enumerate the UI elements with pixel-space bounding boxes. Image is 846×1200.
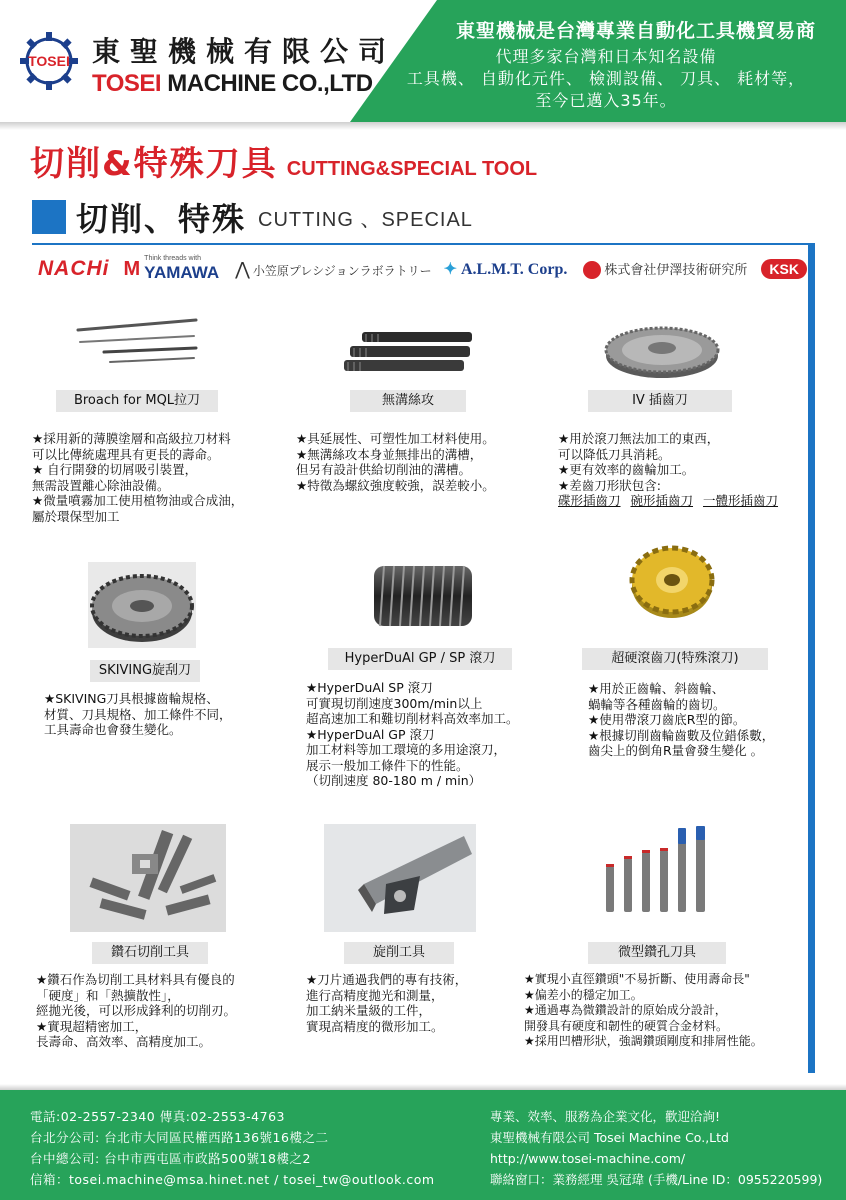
- desc-line: ★HyperDuAl SP 滾刀: [306, 680, 433, 695]
- tagline-line-4: 至今已邁入35年。: [535, 91, 677, 110]
- yamawa-name: YAMAWA: [144, 263, 220, 282]
- product-desc-broach: [32, 431, 243, 524]
- desc-line: 加工納米量級的工件，: [306, 1003, 432, 1018]
- brand-nachi: NACHi: [38, 257, 110, 280]
- shaper-type-links: [558, 493, 778, 509]
- desc-line: 展示一般加工條件下的性能。: [306, 757, 469, 773]
- yamawa-text-wrap: [144, 255, 219, 283]
- desc-line: ★差齒刀形狀包含:: [558, 477, 661, 493]
- section-square-icon: [32, 200, 66, 234]
- desc-line: 開發具有硬度和韌性的硬質合金材料。: [524, 1018, 729, 1033]
- desc-line: 工具壽命也會發生變化。: [44, 722, 182, 737]
- desc-line: 無需設置離心除油設備。: [32, 477, 170, 493]
- link-disc-shaper[interactable]: 碟形插齒刀: [558, 493, 621, 508]
- footer-phone: 電話:02-2557-2340 傳真:02-2553-4763: [30, 1109, 285, 1124]
- diamond-tool-image: [70, 824, 226, 932]
- footer-taichung-address: 台中總公司: 台中市西屯區市政路500號18樓之2: [30, 1151, 311, 1166]
- yamawa-mark-icon: M: [123, 257, 141, 280]
- carbide-hob-image: [624, 540, 720, 622]
- footer-taipei-address: 台北分公司: 台北市大同區民權西路136號16樓之二: [30, 1130, 329, 1145]
- company-name-en-rest: MACHINE CO.,LTD: [161, 70, 373, 97]
- footer-contact-person: 聯絡窗口：業務經理 吳冠瑋 (手機/Line ID：0955220599): [490, 1172, 823, 1187]
- brand-almt: [444, 259, 568, 279]
- desc-line: ★採用新的薄膜塗層和高級拉刀材料: [32, 431, 231, 446]
- skiving-image: [88, 562, 196, 648]
- company-name-cn: 東聖機械有限公司: [92, 35, 397, 68]
- desc-line: 蝸輪等各種齒輪的齒切。: [588, 696, 726, 712]
- brand-logos: [38, 252, 808, 286]
- product-desc-skiving: [44, 691, 232, 738]
- desc-line: 「硬度」和「熱擴散性」，: [36, 987, 180, 1003]
- desc-line: 材質、刀具規格、加工條件不同，: [44, 706, 232, 722]
- desc-line: ★實現超精密加工，: [36, 1018, 148, 1034]
- desc-line: ★SKIVING刀具根據齒輪規格、: [44, 691, 219, 706]
- desc-line: 可以降低刀具消耗。: [558, 446, 671, 462]
- broach-image: [74, 318, 204, 368]
- tagline-line-2: 代理多家台灣和日本知名設備: [495, 47, 717, 66]
- yamawa-tagline: Think threads with: [144, 255, 201, 262]
- izawa-name: 株式會社伊澤技術研究所: [604, 261, 748, 277]
- desc-line: ★偏差小的穩定加工。: [524, 987, 643, 1002]
- desc-line: 但另有設計供給切削油的溝槽。: [296, 462, 472, 477]
- desc-line: ★根據切削齒輪齒數及位錯係數，: [588, 727, 775, 743]
- footer-email[interactable]: 信箱：tosei.machine@msa.hinet.net / tosei_tw@outlook.com: [30, 1172, 435, 1187]
- brand-ksk: KSK: [761, 259, 807, 279]
- izawa-mark-icon: [583, 261, 601, 279]
- link-bowl-shaper[interactable]: 碗形插齒刀: [630, 493, 694, 508]
- desc-line: （切削速度 80-180 m / min）: [306, 773, 482, 788]
- desc-line: 實現高精度的微形加工。: [306, 1018, 444, 1034]
- company-name-en: [92, 70, 373, 98]
- desc-line: 齒尖上的倒角R量會發生變化 。: [588, 743, 764, 758]
- almt-name: A.L.M.T. Corp.: [460, 261, 568, 278]
- product-desc-carbide-hob: [588, 681, 774, 759]
- desc-line: ★通過專為微鑽設計的原始成分設計，: [524, 1003, 727, 1017]
- product-desc-diamond: [36, 972, 236, 1050]
- brand-izawa: [583, 259, 747, 280]
- product-label-tap: 無溝絲攻: [350, 390, 466, 412]
- almt-mark-icon: ✦: [443, 261, 457, 278]
- product-desc-tap: [296, 431, 495, 493]
- tap-image: [342, 326, 478, 376]
- product-desc-turning: [306, 972, 467, 1034]
- product-label-turning: 旋削工具: [344, 942, 454, 964]
- product-label-broach: Broach for MQL拉刀: [56, 390, 218, 412]
- tosei-logo: [18, 30, 80, 92]
- desc-line: ★採用凹槽形狀，強調鑽頭剛度和排屑性能。: [524, 1034, 763, 1048]
- desc-line: ★使用帶滾刀齒底R型的節。: [588, 712, 746, 727]
- page-title: [30, 136, 537, 185]
- section-title-en: CUTTING 、SPECIAL: [258, 208, 473, 231]
- logo-text: TOSEI: [28, 53, 70, 69]
- desc-line: ★更有效率的齒輪加工。: [558, 462, 695, 477]
- footer-company: 東聖機械有限公司 Tosei Machine Co.,Ltd: [490, 1130, 729, 1145]
- desc-line: ★特徵為螺紋強度較強，誤差較小。: [296, 477, 495, 493]
- desc-line: ★微量噴霧加工使用植物油或合成油，: [32, 493, 244, 508]
- micro-drill-image: [586, 824, 730, 930]
- product-label-shaper: IV 插齒刀: [588, 390, 732, 412]
- desc-line: 進行高精度拋光和測量，: [306, 987, 444, 1003]
- desc-line: ★無溝絲攻本身並無排出的溝槽，: [296, 446, 483, 462]
- company-name-en-red: TOSEI: [92, 70, 162, 97]
- shaper-cutter-image: [604, 320, 720, 380]
- tagline-line-1: 東聖機械是台灣專業自動化工具機貿易商: [455, 20, 816, 42]
- tagline-line-3: 工具機、 自動化元件、 檢測設備、 刀具、 耗材等，: [406, 69, 806, 88]
- ogasawara-name: 小笠原プレシジョンラボラトリー: [252, 263, 432, 278]
- page-title-en: CUTTING&SPECIAL TOOL: [286, 158, 538, 180]
- product-desc-shaper: [558, 431, 778, 509]
- product-desc-micro-drill: [524, 972, 763, 1050]
- desc-line: 長壽命、高效率、高精度加工。: [36, 1034, 212, 1049]
- page-title-cn: 切削&特殊刀具: [30, 144, 278, 184]
- section-title: [32, 194, 473, 240]
- desc-line: 可以比傳統處理具有更長的壽命。: [32, 446, 220, 462]
- desc-line: ★鑽石作為切削工具材料具有優良的: [36, 972, 235, 987]
- ogasawara-mark-icon: ⋀: [235, 258, 250, 279]
- section-title-cn: 切削、特殊: [76, 200, 247, 238]
- desc-line: 屬於環保型加工: [32, 508, 120, 524]
- brand-yamawa: [124, 255, 220, 283]
- desc-line: 可實現切削速度300m/min以上: [306, 695, 483, 711]
- desc-line: ★ 自行開發的切屑吸引裝置，: [32, 462, 198, 477]
- footer-info: [490, 1106, 822, 1190]
- footer-website-link[interactable]: http://www.tosei-machine.com/: [490, 1151, 686, 1166]
- link-integral-shaper[interactable]: 一體形插齒刀: [703, 493, 779, 508]
- desc-line: ★實現小直徑鑽頭"不易折斷、使用壽命長": [524, 972, 750, 986]
- brand-ogasawara: [235, 259, 431, 280]
- hob-image: [368, 556, 478, 636]
- product-label-hyperdual: HyperDuAl GP / SP 滾刀: [328, 648, 512, 670]
- desc-line: ★具延展性、可塑性加工材料使用。: [296, 431, 495, 446]
- desc-line: 加工材料等加工環境的多用途滾刀，: [306, 742, 507, 757]
- product-desc-hyperdual: [306, 680, 519, 789]
- product-label-diamond: 鑽石切削工具: [92, 942, 208, 964]
- header-tagline: [386, 16, 826, 112]
- turning-tool-image: [324, 824, 476, 932]
- product-label-micro-drill: 微型鑽孔刀具: [588, 942, 726, 964]
- desc-line: 超高速加工和難切削材料高效率加工。: [306, 711, 519, 726]
- desc-line: ★用於滾刀無法加工的東西，: [558, 431, 720, 446]
- footer-contact: [30, 1106, 435, 1190]
- desc-line: ★用於正齒輪、斜齒輪、: [588, 681, 725, 696]
- desc-line: ★HyperDuAl GP 滾刀: [306, 726, 435, 742]
- desc-line: 經拋光後，可以形成鋒利的切削刃。: [36, 1003, 237, 1018]
- product-label-carbide-hob: 超硬滾齒刀(特殊滾刀): [582, 648, 768, 670]
- product-label-skiving: SKIVING旋刮刀: [90, 660, 200, 682]
- desc-line: ★刀片通過我們的專有技術，: [306, 972, 468, 987]
- header-shadow: [0, 122, 846, 130]
- footer-slogan: 專業、效率、服務為企業文化，歡迎洽詢!: [490, 1109, 721, 1124]
